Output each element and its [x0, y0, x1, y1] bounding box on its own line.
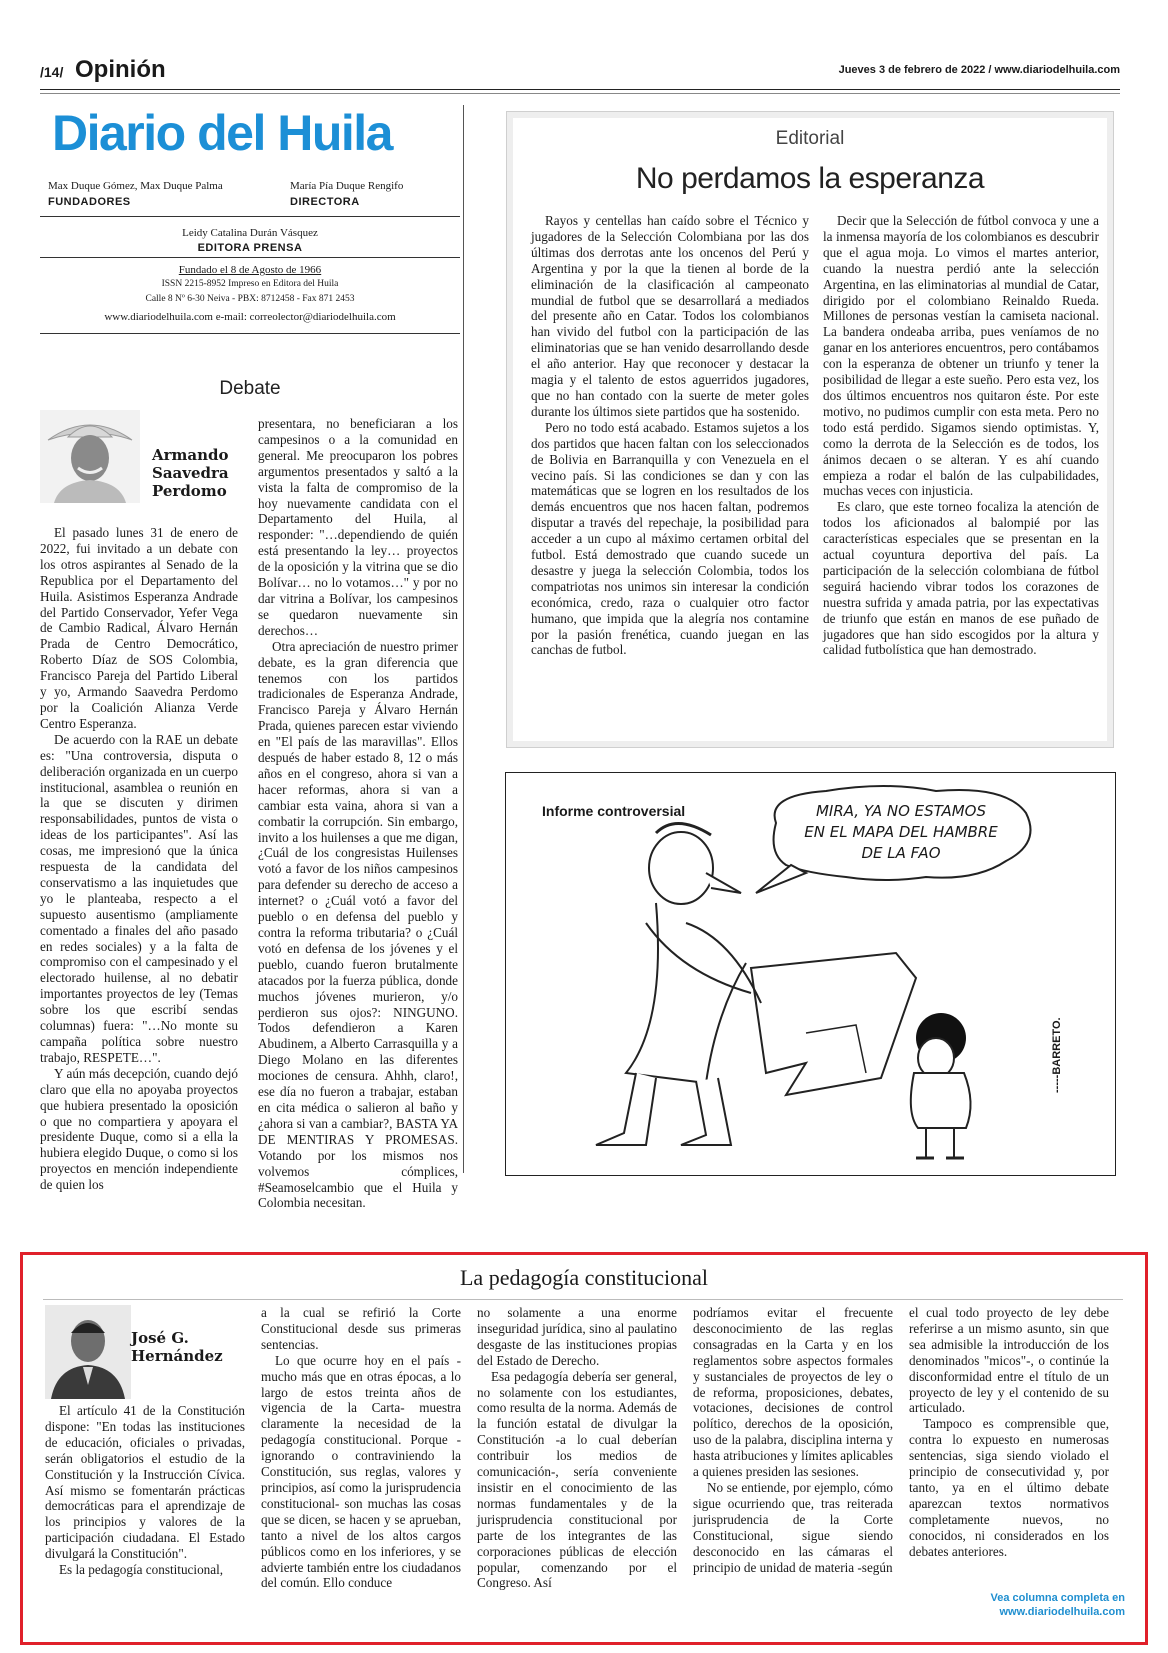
pedagogia-column-4: [693, 1305, 893, 1575]
director-name: María Pía Duque Rengifo: [290, 180, 404, 192]
pedagogia-paragraph: a la cual se refirió la Corte Constitucional desde sus primeras sentencias.: [261, 1305, 461, 1352]
pedagogia-paragraph: Es la pedagogía constitucional,: [59, 1562, 224, 1578]
author-photo-armando: [40, 410, 140, 503]
pedagogia-paragraph: Lo que ocurre hoy en el país -mucho más que en otras épocas, a lo largo de estos treinta años de vigencia de la Carta- muestra claramente la necesidad de la pedagogía constitucional. Porque -ignorando o contraviniendo la Constitución, sus reglas, valores y principios, así como la jurisprudencia constitucional- son muchas las cosas que se dicen, se hacen y se aprueban, tanto a nivel de los altos cargos públicos como en los inferiores, y se advierte también entre los ciudadanos del común. Ello conduce: [261, 1352, 461, 1591]
debate-author-name: [152, 446, 242, 500]
pedagogia-column-5: [909, 1305, 1109, 1560]
contact-line: www.diariodelhuila.com e-mail: correolector@diariodelhuila.com: [104, 311, 396, 323]
debate-author-first: Armando: [152, 446, 229, 464]
newspaper-logo: Diario del Huila: [52, 105, 392, 161]
header-rule: [40, 89, 1120, 90]
issn-line: ISSN 2215-8952 Impreso en Editora del Huila: [161, 279, 339, 289]
debate-column-1: [40, 525, 238, 1193]
debate-paragraph: Otra apreciación de nuestro primer debate, es la gran diferencia que tenemos con los partidos tradicionales de Esperanza Andrade, Francisco Pareja y Álvaro Hernán Prada, quienes parecen estar viviendo en "El país de las maravillas". Ellos después de haber estado 8, 12 o más años en el congreso, ahora si van a hacer reformas, ahora si van a cambiar esta vaina, ahora si van a combatir la corrupción. Sin embargo, invito a los huilenses a que me digan, ¿Cuál de los congresistas Huilenses votó a favor de los niños campesinos para defender su derecho de acceso a internet? o ¿Cuál votó a favor del pueblo o en defensa del pueblo y contra la reforma tributaria? o ¿Cuál votó en defensa de los jóvenes y el pueblo, cuando fueron brutalmente atacados por la fuerza pública, donde muchos jóvenes murieron, y/o perdieron sus ojos?: NINGUNO. Todos defendieron a Karen Abudinem, a Alberto Carrasquilla y a Diego Molano en las diferentes mociones de censura. Ahhh, claro!, ese día no fueron a trabajar, estaban en cita médica o salieron al baño y ¿ahora si van a cambiar?, BASTA YA DE MENTIRAS Y PROMESAS. Votando por los mismos nos volvemos cómplices, #Seamoselcambio que el Huila y Colombia necesitan.: [258, 638, 458, 1211]
header-rule-2: [40, 93, 1120, 94]
pedagogia-frame: [20, 1252, 1148, 1645]
section-name: Opinión: [75, 56, 166, 83]
editorial-paragraph: Pero no todo está acabado. Estamos sujetos a los dos partidos que hacen faltan con los seleccionados de Bolivia en Barranquilla y con Venezuela en el vecino país. Si las condiciones se dan y con las matemáticas que se logren en los resultados de los demás encuentros que nos hacen faltan, podremos disputar a través del repechaje, la posibilidad para acceder a un cupo al máximo certamen orbital del futbol. Está demostrado que cuando sucede un desastre y juega la selección Colombia, todos los compatriotas nos unimos sin interesar la condición económica, credo, raza o cualquier otro factor humano, que impida que la alegría nos contamine por la pasión frenética, cuando juegan en las canchas de futbol.: [531, 419, 809, 658]
editorial-column-1: [531, 213, 809, 658]
page-header: [40, 56, 1120, 86]
full-column-link-url[interactable]: www.diariodelhuila.com: [999, 1606, 1125, 1618]
editorial-kicker: Editorial: [775, 128, 845, 149]
debate-paragraph: Y aún más decepción, cuando dejó claro que ella no apoyaba proyectos que hubiera presentado la oposición o que no compartiera y apoyara el presidente Duque, como si a ella la hubiera elegido Duque, o como si los proyectos en mención independiente de quien los: [40, 1065, 238, 1193]
pedagogia-paragraph: podríamos evitar el frecuente desconocimiento de las reglas consagradas en la Carta y en los reglamentos sobre aspectos formales y sustanciales de proyectos de ley o de reforma, proposiciones, debates, votaciones, decisiones de control político, derechos de la oposición, uso de la palabra, disciplina interna y hasta atribuciones y límites aplicables a quienes presiden las sesiones.: [693, 1305, 893, 1480]
page-number: /14/: [40, 64, 64, 80]
masthead: [40, 103, 460, 355]
pedagogia-paragraph: el cual todo proyecto de ley debe referirse a un mismo asunto, sin que sea admisible la introducción de los denominados "micos"-, o continúe la disconformidad entre el título de un proyecto de ley y el contenido de su articulado.: [909, 1305, 1109, 1416]
director-role: DIRECTORA: [290, 196, 360, 208]
cartoon-frame: [505, 772, 1116, 1176]
pedagogia-author-name: [131, 1329, 241, 1365]
debate-column-2: [258, 416, 458, 1211]
debate-author-middle: Saavedra: [152, 464, 229, 482]
editorial-paragraph: Decir que la Selección de fútbol convoca y une a la inmensa mayoría de los colombianos es descubrir que el agua moja. Lo vimos el martes anterior, cuando la nuestra perdió ante la selección Argentina, en las eliminatorias al mundial de Catar, dirigido por el colombiano Reinaldo Rueda. Millones de personas vestían la camiseta nacional. La bandera ondeaba arriba, pues veníamos de no ganar en los anteriores encuentros, pero contábamos con la esperanza de obtener un triunfo y tener la posibilidad de llegar a este sueño. Pero esta vez, los dos últimos encuentros nos quitaron éste. Por este motivo, no pudimos cumplir con esta meta. Pero no todo está perdido. Sigamos siendo optimistas. Y, como la derrota de la Selección es de todos, los ánimos decaen o se alteran. Y es ahí cuando empieza a rodar el balón de las culpabilidades, muchas veces con injusticia.: [823, 213, 1099, 499]
cartoon-speech: [776, 801, 1026, 864]
pedagogia-paragraph: Esa pedagogía debería ser general, no solamente con los estudiantes, como resulta de la norma. Además de la función estatal de divulgar la Constitución -a lo cual deberían contribuir los medios de comunicación-, sería conveniente insistir en el conocimiento de las normas fundamentales y de la jurisprudencia constitucional por parte de los integrantes de las corporaciones públicas de elección popular, comenzando por el Congreso. Así: [477, 1368, 677, 1591]
pedagogia-paragraph: Tampoco es comprensible que, contra lo expuesto en numerosas sentencias, siga siendo violado el principio de consecutividad y, por tanto, ya en el último debate aparezcan textos normativos completamente nuevos, no conocidos, ni considerados en los debates anteriores.: [909, 1416, 1109, 1559]
full-column-link-text: Vea columna completa en: [990, 1592, 1125, 1604]
founders-role: FUNDADORES: [48, 196, 131, 208]
editorial-box: [506, 111, 1114, 748]
cartoon-title: Informe controversial: [542, 803, 686, 819]
cartoonist-signature: -----BARRETO.: [1051, 1017, 1063, 1093]
founded-date: Fundado el 8 de Agosto de 1966: [178, 264, 322, 276]
editor-role: EDITORA PRENSA: [197, 242, 303, 254]
pedagogia-author-first: José G.: [131, 1329, 189, 1347]
masthead-divider: [40, 216, 460, 217]
speech-line: DE LA FAO: [861, 844, 941, 862]
masthead-bottom-rule: [40, 333, 460, 334]
speech-line: EN EL MAPA DEL HAMBRE: [804, 823, 998, 841]
debate-paragraph: El pasado lunes 31 de enero de 2022, fui invitado a un debate con los otros aspirantes al Senado de la Republica por el Departamento del Huila. Asistimos Esperanza Andrade del Partido Conservador, Yefer Vega de Cambio Radical, Álvaro Hernán Prada de Centro Democrático, Roberto Díaz de SOS Colombia, Francisco Pareja del Partido Liberal y yo, Armando Saavedra Perdomo por la Coalición Alianza Verde Centro Esperanza.: [40, 525, 238, 731]
editorial-paragraph: Es claro, que este torneo focaliza la atención de todos los aficionados al balompié por las características especiales que se presentan en la actual coyuntura deportiva del país. La participación de la selección colombiana de fútbol seguirá haciendo vibrar todos los corazones de nuestra sufrida y amada patria, por las expectativas de triunfo que están en manos de ese puñado de jugadores que han sido escogidos por la altura y calidad futbolística que han demostrado.: [823, 499, 1099, 658]
pedagogia-column-1: [45, 1403, 245, 1578]
pedagogia-title-rule: [43, 1299, 1123, 1300]
debate-author-last: Perdomo: [152, 482, 227, 500]
editorial-column-2: [823, 213, 1099, 658]
pedagogia-title: La pedagogía constitucional: [459, 1265, 709, 1290]
column-divider: [463, 105, 464, 1173]
pedagogia-column-3: [477, 1305, 677, 1591]
address-line: Calle 8 Nº 6-30 Neiva - PBX: 8712458 - Fax 871 2453: [145, 294, 355, 304]
debate-paragraph: presentara, no beneficiaran a los campesinos o a la comunidad en general. Me preocuparon los pobres argumentos presentados y saltó a la vista la falta de compromiso de la hoy nuevamente candidata con el Departamento del Huila, al responder: "…dependiendo de quién está presentando la ley… proyectos de la oposición y la vitrina que se dio Bolívar… no lo votamos…" y por no dar vitrina a Bolívar, los campesinos se quedaron nuevamente sin derechos…: [258, 416, 458, 638]
pedagogia-paragraph: no solamente a una enorme inseguridad jurídica, sino al paulatino desgaste de las instituciones propias del Estado de Derecho.: [477, 1305, 677, 1368]
editorial-paragraph: Rayos y centellas han caído sobre el Técnico y jugadores de la Selección Colombiana por las dos últimas dos derrotas ante los oncenos del Perú y Argentina y por la que la tienen al borde de la eliminación de la clasificación al campeonato mundial de futbol que se desarrollará a mediados del presente año en Catar. Todos los colombianos han vivido del futbol con la participación de las eliminatorias que se han venido desarrollando desde el año anterior. Hay que reconocer y destacar la magia y el talento de estos aguerridos jugadores, que no han contado con la suerte de meter goles durante los últimos siete partidos que ha sostenido.: [531, 213, 809, 419]
masthead-divider-2: [40, 257, 460, 258]
pedagogia-column-2: [261, 1305, 461, 1591]
full-column-link[interactable]: [909, 1591, 1125, 1619]
pedagogia-author-last: Hernández: [131, 1347, 223, 1365]
date-site: Jueves 3 de febrero de 2022 / www.diariodelhuila.com: [838, 64, 1120, 76]
author-photo-jose: [45, 1305, 131, 1399]
pedagogia-paragraph: El artículo 41 de la Constitución dispone: "En todas las instituciones de educación, oficiales o privadas, serán obligatorios el estudio de la Constitución y la Instrucción Cívica. Así mismo se fomentarán prácticas democráticas para el aprendizaje de los principios y valores de la participación ciudadana. El Estado divulgará la Constitución".: [45, 1403, 245, 1562]
editor-name: Leidy Catalina Durán Vásquez: [182, 227, 318, 239]
debate-paragraph: De acuerdo con la RAE un debate es: "Una controversia, disputa o deliberación organizada en un cuerpo institucional, asamblea o reunión en la que se discuten y dirimen responsabilidades, puntos de vista o ideas de los participantes". Así las cosas, me impresionó que la única respuesta de la candidata del conservatismo a las inquietudes que yo le planteaba, respecto a el supuesto ausentismo (ampliamente comentado a finales del año pasado en redes sociales) y a la falta de compromiso con el campesinado y el electorado huilense, al no debatir importantes proyectos de ley (Temas sobre los que escribí sendas columnas) fuera: "…No monte su campaña política sobre nuestro trabajo, RESPETE…".: [40, 731, 238, 1065]
debate-section-title: Debate: [219, 378, 281, 399]
pedagogia-paragraph: No se entiende, por ejemplo, cómo sigue ocurriendo que, tras reiterada jurisprudencia de la Corte Constitucional, sigue siendo desconocido en las cámaras el principio de unidad de materia -según: [693, 1479, 893, 1575]
speech-line: MIRA, YA NO ESTAMOS: [815, 802, 986, 820]
founders-names: Max Duque Gómez, Max Duque Palma: [48, 180, 223, 192]
editorial-title: No perdamos la esperanza: [635, 162, 985, 195]
